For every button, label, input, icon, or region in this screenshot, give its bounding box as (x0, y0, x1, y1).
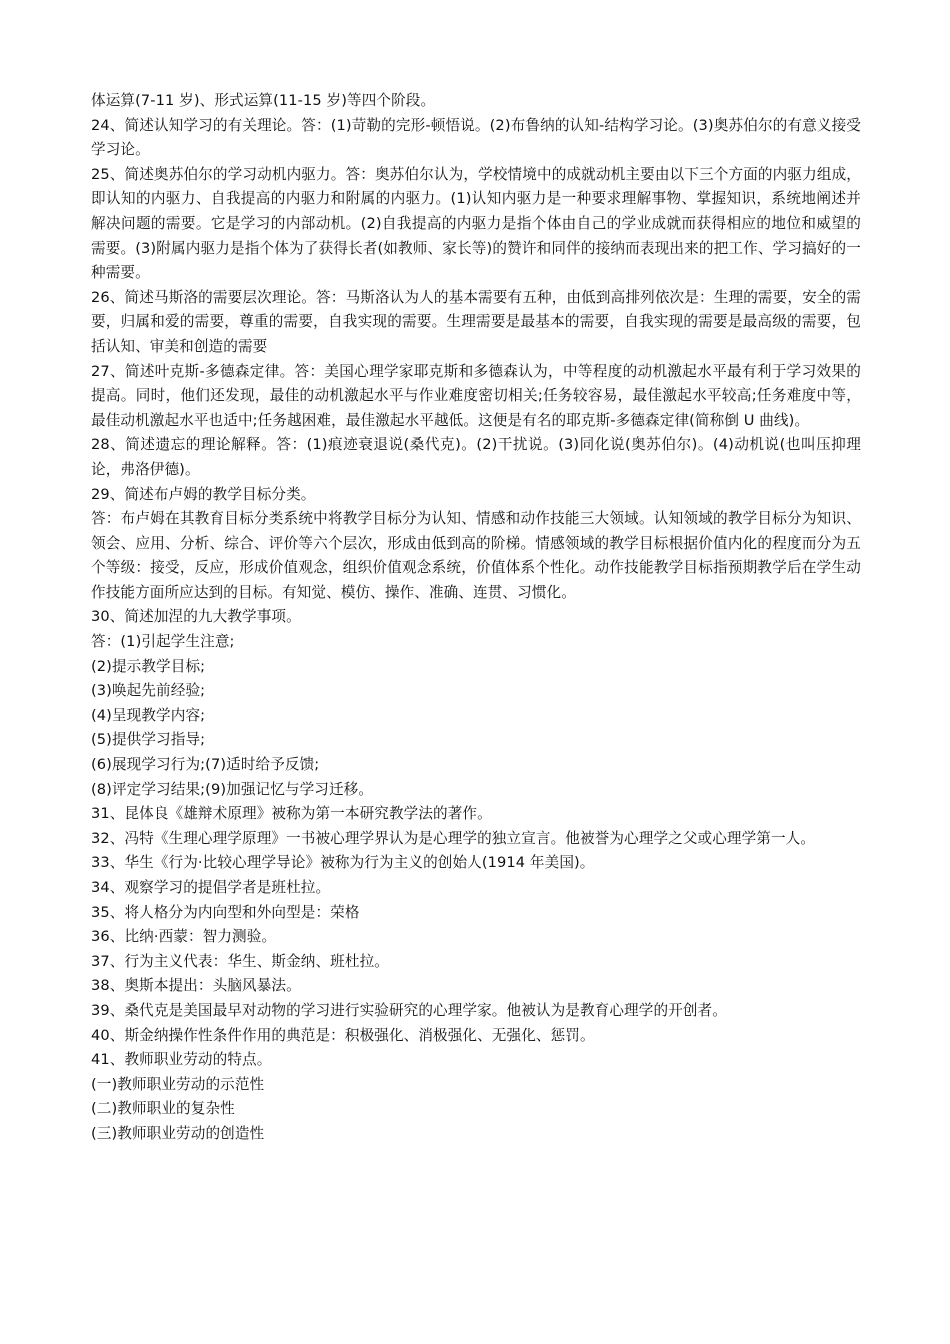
paragraph-q37: 37、行为主义代表：华生、斯金纳、班杜拉。 (91, 952, 389, 970)
paragraph-q30-item-4: (4)呈现教学内容; (91, 706, 206, 724)
paragraph-q41-item-1: (一)教师职业劳动的示范性 (91, 1075, 265, 1093)
paragraph-q26: 26、简述马斯洛的需要层次理论。答：马斯洛认为人的基本需要有五种，由低到高排列依次是：生理的需要，安全的需要，归属和爱的需要，尊重的需要，自我实现的需要。生理需要是最基本的需要，自我实现的需要是最高级的需要，包括认知、审美和创造的需要 (91, 288, 861, 355)
paragraph-stage-continuation: 体运算(7-11 岁)、形式运算(11-15 岁)等四个阶段。 (91, 92, 436, 109)
paragraph-q40: 40、斯金纳操作性条件作用的典范是：积极强化、消极强化、无强化、惩罚。 (91, 1026, 595, 1044)
paragraph-q29: 29、简述布卢姆的教学目标分类。 (91, 485, 316, 503)
paragraph-q28: 28、简述遗忘的理论解释。答：(1)痕迹衰退说(桑代克)。(2)干扰说。(3)同化说(奥苏伯尔)。(4)动机说(也叫压抑理论，弗洛伊德)。 (91, 436, 861, 478)
paragraph-q41: 41、教师职业劳动的特点。 (91, 1051, 272, 1069)
paragraph-q36: 36、比纳·西蒙：智力测验。 (91, 928, 277, 946)
paragraph-q41-item-3: (三)教师职业劳动的创造性 (91, 1124, 265, 1142)
document-page (91, 89, 861, 1147)
paragraph-q31: 31、昆体良《雄辩术原理》被称为第一本研究教学法的著作。 (91, 805, 492, 823)
paragraph-q30-item-8-9: (8)评定学习结果;(9)加强记忆与学习迁移。 (91, 780, 374, 798)
paragraph-q27: 27、简述叶克斯-多德森定律。答：美国心理学家耶克斯和多德森认为，中等程度的动机激起水平最有利于学习效果的提高。同时，他们还发现，最佳的动机激起水平与作业难度密切相关;任务较容易，最佳激起水平较高;任务难度中等，最佳动机激起水平也适中;任务越困难，最佳激起水平越低。这便是有名的耶克斯-多德森定律(简称倒 U 曲线)。 (91, 362, 861, 429)
paragraph-q24: 24、简述认知学习的有关理论。答：(1)苛勒的完形-顿悟说。(2)布鲁纳的认知-结构学习论。(3)奥苏伯尔的有意义接受学习论。 (91, 116, 861, 159)
paragraph-q30-item-3: (3)唤起先前经验; (91, 682, 206, 700)
paragraph-q32: 32、冯特《生理心理学原理》一书被心理学界认为是心理学的独立宣言。他被誉为心理学之父或心理学第一人。 (91, 829, 816, 847)
paragraph-q25: 25、简述奥苏伯尔的学习动机内驱力。答：奥苏伯尔认为，学校情境中的成就动机主要由以下三个方面的内驱力组成，即认知的内驱力、自我提高的内驱力和附属的内驱力。(1)认知内驱力是一种要求理解事物、掌握知识，系统地阐述并解决问题的需要。它是学习的内部动机。(2)自我提高的内驱力是指个体由自己的学业成就而获得相应的地位和威望的需要。(3)附属内驱力是指个体为了获得长者(如教师、家长等)的赞许和同伴的接纳而表现出来的把工作、学习搞好的一种需要。 (91, 165, 861, 282)
paragraph-q39: 39、桑代克是美国最早对动物的学习进行实验研究的心理学家。他被认为是教育心理学的开创者。 (91, 1001, 727, 1019)
paragraph-q35: 35、将人格分为内向型和外向型是：荣格 (91, 903, 360, 921)
paragraph-q33: 33、华生《行为·比较心理学导论》被称为行为主义的创始人(1914 年美国)。 (91, 854, 595, 872)
paragraph-q30-item-2: (2)提示教学目标; (91, 657, 206, 675)
paragraph-q30-item-6-7: (6)展现学习行为;(7)适时给予反馈; (91, 756, 320, 774)
paragraph-q30: 30、简述加涅的九大教学事项。 (91, 608, 301, 626)
paragraph-q30-item-1: 答：(1)引起学生注意; (91, 633, 235, 651)
paragraph-q38: 38、奥斯本提出：头脑风暴法。 (91, 977, 301, 995)
paragraph-q34: 34、观察学习的提倡学者是班杜拉。 (91, 879, 331, 896)
paragraph-q41-item-2: (二)教师职业的复杂性 (91, 1100, 235, 1118)
paragraph-q30-item-5: (5)提供学习指导; (91, 731, 206, 749)
paragraph-q29-answer: 答：布卢姆在其教育目标分类系统中将教学目标分为认知、情感和动作技能三大领域。认知领域的教学目标分为知识、领会、应用、分析、综合、评价等六个层次，形成由低到高的阶梯。情感领域的教学目标根据价值内化的程度而分为五个等级：接受，反应，形成价值观念，组织价值观念系统，价值体系个性化。动作技能教学目标指预期教学后在学生动作技能方面所应达到的目标。有知觉、模仿、操作、准确、连贯、习惯化。 (91, 510, 861, 601)
